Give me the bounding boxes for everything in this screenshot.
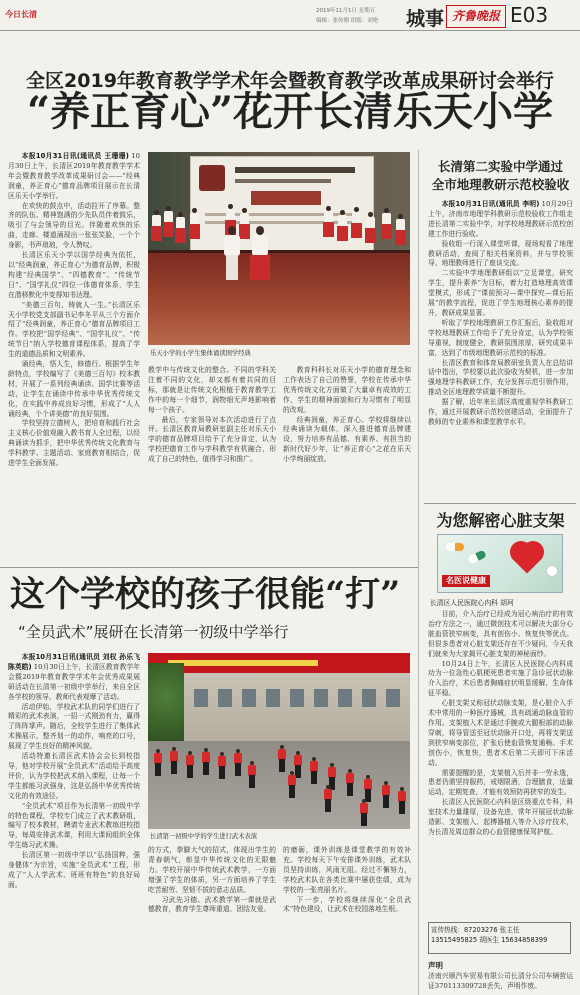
school-building xyxy=(148,671,410,745)
pill-icon xyxy=(446,543,464,551)
person-torso xyxy=(364,779,372,789)
newspaper-logo: 齐鲁晚报 xyxy=(446,5,506,28)
article-paragraph: “全员武术”项目作为长清第一初级中学的特色课程，学校专门成立了武术教研组，编写了校本教材，聘请专业武术教练进校指导，每周安排武术课，利用大课间组织全体学生练习武术操。 xyxy=(8,801,140,850)
paragraph-text: 10月30日上午，长清区2019年教育教学学术年会暨教育教学改革成果研讨会——“经典润童，养正育心”德育品牌项目展示在长清区乐天小学举行。 xyxy=(8,152,140,200)
person-torso xyxy=(164,211,173,223)
person-torso xyxy=(170,751,178,761)
person-lower xyxy=(249,775,255,788)
person-lower xyxy=(351,223,362,237)
article-paragraph xyxy=(8,653,140,703)
article1-kicker: 全区2019年教育教学学术年会暨教育教学改革成果研讨会举行 xyxy=(26,70,554,92)
article2-subtitle: “全员武术”展研在长清第一初级中学举行 xyxy=(18,623,289,641)
person-torso xyxy=(366,217,375,229)
person-lower xyxy=(337,226,348,240)
person-torso xyxy=(288,775,296,785)
article-paragraph: 目前，介入治疗已经成为冠心病治疗的有效治疗方法之一，通过微创技术可以解决大部分心脏血管狭窄病变，具有创伤小、恢复快等优点。但很多患者对心脏支架还存在不少疑问，今天我们就来为大家揭开心脏支架的神秘面纱。 xyxy=(428,610,573,658)
heart-icon-lobe xyxy=(522,541,544,563)
article2-headline: 这个学校的孩子很能“打” xyxy=(10,574,401,615)
page-number: E03 xyxy=(510,3,549,27)
article2-column-b xyxy=(148,846,276,993)
sidebar-headline xyxy=(428,158,573,194)
health-banner-image xyxy=(437,534,563,593)
person-lower xyxy=(235,763,241,776)
article-paragraph: 长清区乐天小学以国学经典为依托，以“经典润童，养正育心”为德育品牌，积极构建“经典国学”、“四德教育”、“传统节日”、“国学礼仪”四位一体德育体系，学生在潜移默化中变得知书达理。 xyxy=(8,251,140,299)
stage-backdrop xyxy=(190,156,374,256)
person-torso xyxy=(396,219,405,231)
article-paragraph xyxy=(8,152,140,202)
person-lower xyxy=(311,771,317,784)
article-paragraph: 验收组一行深入课堂听课，现场观看了地理教研活动，查阅了相关档案资料，并与学校领导、地理教师进行了座谈交流。 xyxy=(428,239,573,268)
article-paragraph: 长清区人民医院心内科是区级重点专科，科室技术力量雄厚，设备先进，常年开展冠状动脉造影、支架植入、起搏器植入等介入诊疗技术，为长清及周边群众的心血管健康保驾护航。 xyxy=(428,798,573,836)
person-lower xyxy=(399,801,405,814)
dateline: 本报10月31日讯(通讯员 李明) xyxy=(441,200,540,208)
sidebar-divider xyxy=(418,150,419,995)
person-torso xyxy=(176,217,185,229)
person-torso xyxy=(360,803,368,813)
person-lower xyxy=(365,228,376,242)
article-paragraph: 活动特邀长清区武术协会会长到校指导，他对学校开展“全员武术”活动给予高度评价，认为学校把武术纳入课程，让每一个学生都能习武强身，这是弘扬中华优秀传统文化的有效途径。 xyxy=(8,752,140,800)
article-paragraph: 习武先习德。武术教学第一课就是武德教育，教育学生尊师重道、团结友爱。 xyxy=(148,895,276,914)
person-torso xyxy=(218,756,226,766)
article-paragraph: 最后，专家领导对本次活动进行了点评。长清区教育局教研室副主任对乐天小学的德育品牌项目给予了充分肯定，认为学校把德育工作与学科教学有机融合，形成了自己的特色，值得学习和推广。 xyxy=(148,415,276,464)
sidebar-headline-line2: 全市地理教研示范校验收 xyxy=(431,177,570,192)
person-torso xyxy=(152,215,161,227)
notice-body xyxy=(428,972,573,994)
person-lower xyxy=(250,255,269,281)
health-headline: 为您解密心脏支架 xyxy=(436,511,565,530)
article-paragraph: 二实验中学地理教研组以“立足课堂，研究学生，提升素养”为目标，着力打造地理高效课堂模式，形成了“课前预习—课中探究—课后拓展”的教学流程，促进了学生地理核心素养的提升，教研成果显著。 xyxy=(428,269,573,317)
article-paragraph: 的磨砺，课外训练是课堂教学的有效补充。学校每天下午安排课外训练，武术队员坚持训练，风雨无阻。经过不懈努力，学校武术队在各类比赛中屡获佳绩，成为学校的一张亮丽名片。 xyxy=(283,846,411,894)
article-paragraph: 活动伊始，学校武术队的同学们进行了精彩的武术表演，一招一式刚劲有力，赢得了阵阵掌声。随后，全校学生进行了集体武术操展示，整齐划一的动作，响亮的口号，展现了学生良好的精神风貌。 xyxy=(8,702,140,751)
stage-floor xyxy=(148,250,410,345)
article-paragraph: 的方式，拳脚大气的招式，体现出学生的青春朝气，彰显中华传统文化的无限魅力。学校开展中华传统武术教学，一方面增强了学生的体质，另一方面培养了学生吃苦耐劳、坚韧不拔的意志品质。 xyxy=(148,846,276,894)
person-torso xyxy=(352,212,361,224)
building-window xyxy=(194,689,208,707)
sidebar-headline-line1: 长清第二实验中学通过 xyxy=(437,159,563,174)
building-window xyxy=(290,689,304,707)
stage-edge xyxy=(148,250,410,253)
person-lower xyxy=(381,224,392,238)
person-lower xyxy=(279,759,285,772)
person-lower xyxy=(289,785,295,798)
person-torso xyxy=(248,765,256,775)
issue-date: 2019年11月1日 星期五 xyxy=(316,8,376,14)
person-lower xyxy=(187,765,193,778)
recitation-photo xyxy=(148,152,410,345)
event-banner xyxy=(148,653,410,673)
article-paragraph: 教育科科长对乐天小学的德育理念和工作表达了自己的赞誉，学校在传承中华优秀传统文化方面做了大量卓有成效的工作，学生的精神面貌和行为习惯有了明显的改观。 xyxy=(283,366,411,414)
article2-column-a xyxy=(8,653,140,993)
building-window xyxy=(338,689,352,707)
article-paragraph: 在欢快的鼓点中，活动拉开了序幕。整齐的队伍、精神饱满的少先队员伴着鼓乐，吸引了与会领导的目光。伴随着欢快的乐曲，走廊、楼道涌现出一张张笑脸，一个个身影，书声琅琅，令人赞叹。 xyxy=(8,201,140,250)
dateline: 本报10月31日讯(通讯员 刘权 孙乐飞 陈英皓) xyxy=(8,653,140,671)
person-lower xyxy=(383,795,389,808)
article2-column-c xyxy=(283,846,411,993)
person-head xyxy=(228,226,236,235)
person-lower xyxy=(189,224,200,238)
person-lower xyxy=(325,799,331,812)
sidebar-article-body xyxy=(428,200,573,500)
article1-column-a xyxy=(8,152,140,564)
article-paragraph: 长清区教育和体育局教研室负责人在总结讲话中指出，学校要以此次验收为契机，进一步加强地理学科教研工作，充分发挥示范引领作用，推动全区地理教学质量不断提升。 xyxy=(428,358,573,397)
person-torso xyxy=(240,213,249,225)
building-window xyxy=(362,689,376,707)
article-divider xyxy=(0,567,418,568)
building-window xyxy=(266,689,280,707)
building-window xyxy=(218,689,232,707)
person-torso xyxy=(324,789,332,799)
person-lower xyxy=(163,222,174,236)
notice-title: 声明 xyxy=(428,961,443,970)
person-lower xyxy=(329,777,335,790)
person-lower xyxy=(239,224,250,238)
person-lower xyxy=(361,813,367,826)
section-name: 城事 xyxy=(406,8,445,30)
backdrop-seal xyxy=(199,165,225,191)
person-lower xyxy=(171,761,177,774)
building-window xyxy=(386,689,400,707)
article-paragraph: 听取了学校地理教研工作汇报后，验收组对学校地理教研工作给予了充分肯定，认为学校领导重视，制度健全，教研氛围浓厚，研究成果丰富，达到了市级地理教研示范校的标准。 xyxy=(428,318,573,357)
health-badge: 名医说健康 xyxy=(442,575,490,587)
backdrop-lettering xyxy=(235,167,355,173)
photo1-caption: 乐天小学的小学生集体诵读国学经典 xyxy=(150,350,251,357)
paragraph-text: 10月29日上午，济南市地理学科教研示范校验收工作组走进长清第二实验中学，对学校地理教研示范校创建工作进行验收。 xyxy=(428,200,573,238)
article1-column-b xyxy=(148,366,276,564)
paragraph-text: 10月30日上午，长清区教育教学年会暨2019年教育教学学术年会优秀成果展研活动在长清第一初级中学举行，来自全区各学校的领导、教师代表观摩了活动。 xyxy=(8,662,140,701)
article1-column-c xyxy=(283,366,411,564)
person-lower xyxy=(226,255,239,281)
person-torso xyxy=(202,752,210,762)
building-window xyxy=(314,689,328,707)
editor-credits: 编辑：张传刚 组版：刘艳 xyxy=(316,18,379,24)
person-torso xyxy=(338,215,347,227)
martial-arts-photo xyxy=(148,653,410,829)
hotline-line2: 13515495825 胡医生 15634858399 xyxy=(431,936,548,944)
article-paragraph: 需要提醒的是，支架植入后并非一劳永逸，患者仍需坚持服药，戒烟限酒，合理膳食，适量运动，定期复查，才能有效预防再狭窄的发生。 xyxy=(428,768,573,797)
person-torso xyxy=(324,211,333,223)
building-window xyxy=(242,689,256,707)
person-torso xyxy=(252,235,268,256)
article-paragraph: 诵经典，悟人生，修德行。根据学生年龄特点，学校编写了《美德三百句》校本教材，开展了一系列经典诵读、国学比赛等活动，让学生在诵读中传承中华优秀传统文化，在实践中养成良好习惯，形成了“人人诵经典，个个讲美德”的良好氛围。 xyxy=(8,360,140,418)
header-divider xyxy=(0,30,580,31)
tree xyxy=(148,663,184,747)
person-torso xyxy=(226,209,235,221)
article-paragraph: 心脏支架又称冠状动脉支架，是心脏介入手术中常用的一种医疗器械，具有疏通动脉血管的作用。支架植入术是通过手腕或大腿根部的动脉穿刺，将导管送至冠状动脉开口处，再将支架送到狭窄病变部位，扩张后使血管恢复通畅。手术创伤小，恢复快，患者术后第二天即可下床活动。 xyxy=(428,699,573,767)
person-lower xyxy=(155,763,161,776)
tablet-icon xyxy=(546,565,558,577)
section-tag: 今日长清 xyxy=(5,10,37,19)
person-torso xyxy=(224,235,240,256)
person-lower xyxy=(347,783,353,796)
health-article-body xyxy=(428,610,573,918)
backdrop-lettering xyxy=(235,179,331,183)
article-paragraph: 10月24日上午，长清区人民医院心内科成功为一位急性心肌梗死患者实施了急诊冠状动脉介入治疗，术后患者胸痛症状明显缓解，生命体征平稳。 xyxy=(428,659,573,698)
person-torso xyxy=(398,791,406,801)
hotline-line1: 宣传热线：87203276 张主任 xyxy=(431,926,520,934)
person-torso xyxy=(190,213,199,225)
person-torso xyxy=(186,755,194,765)
article-paragraph: 长清区第一初级中学以“弘扬国粹，强身健体”为宗旨，实施“全员武术”工程，形成了“人人学武术、班班有特色”的良好局面。 xyxy=(8,851,140,889)
article-paragraph: 学校坚持立德树人，把培育和践行社会主义核心价值观融入教书育人全过程，以经典诵读为抓手，把中华优秀传统文化教育与学科教学、主题活动、家庭教育相结合，促进学生全面发展。 xyxy=(8,419,140,468)
person-lower xyxy=(323,222,334,236)
article-paragraph: 据了解，近年来长清区高度重视学科教研工作，通过开展教研示范校创建活动，全面提升了教师的专业素养和课堂教学水平。 xyxy=(428,398,573,426)
article-paragraph: 下一步，学校将继续深化“全员武术”特色建设，让武术在校园落地生根。 xyxy=(283,895,411,914)
article-paragraph xyxy=(428,200,573,240)
person-torso xyxy=(382,785,390,795)
backdrop-lettering xyxy=(251,191,321,205)
person-torso xyxy=(278,749,286,759)
health-author: 长清区人民医院心内科 胡珂 xyxy=(430,599,514,607)
person-torso xyxy=(154,753,162,763)
banner-lettering xyxy=(168,660,318,666)
article-paragraph: 教学中与传统文化的整合。不同的学科关注着不同的文化，却又都有着共同的目标，那就是让传统文化根植于教育教学工作中的每一个细节，润物细无声地影响着每一个孩子。 xyxy=(148,366,276,414)
sidebar-divider-h xyxy=(424,503,576,504)
person-torso xyxy=(234,753,242,763)
article-paragraph: “美德三百句，铸就人一生。”长清区乐天小学校党支部副书记李冬平从三个方面介绍了“经典润童，养正育心”德育品牌项目工作。学校把“国学经典”、“国学礼仪”、“传统节日”纳入学校德育课程体系，提高了学生的道德品质和文明素养。 xyxy=(8,300,140,359)
person-lower xyxy=(219,766,225,779)
person-torso xyxy=(382,213,391,225)
person-torso xyxy=(346,773,354,783)
hotline-ad xyxy=(428,922,571,954)
person-torso xyxy=(328,767,336,777)
dateline: 本报10月31日讯(通讯员 王珊珊) xyxy=(21,152,129,160)
person-lower xyxy=(395,230,406,244)
article1-headline: “养正育心”花开长清乐天小学 xyxy=(26,88,553,135)
person-lower xyxy=(175,228,186,242)
pill-icon xyxy=(467,550,487,565)
person-lower xyxy=(203,762,209,775)
person-torso xyxy=(310,761,318,771)
person-head xyxy=(256,226,264,235)
person-lower xyxy=(151,226,162,240)
photo2-caption: 长清第一初级中学的学生进行武术表演 xyxy=(150,833,258,840)
person-torso xyxy=(294,755,302,765)
article-paragraph: 经典润童，养正育心。学校将继续以经典诵读为载体，深入推进德育品牌建设，努力培养有品德、有素养、有担当的新时代好少年，让“养正育心”之花在乐天小学绚丽绽放。 xyxy=(283,415,411,464)
notice-text: 济南兴顺汽车贸易有限公司长清分公司车辆营运证370113309728丢失，声明作废。 xyxy=(428,972,573,990)
